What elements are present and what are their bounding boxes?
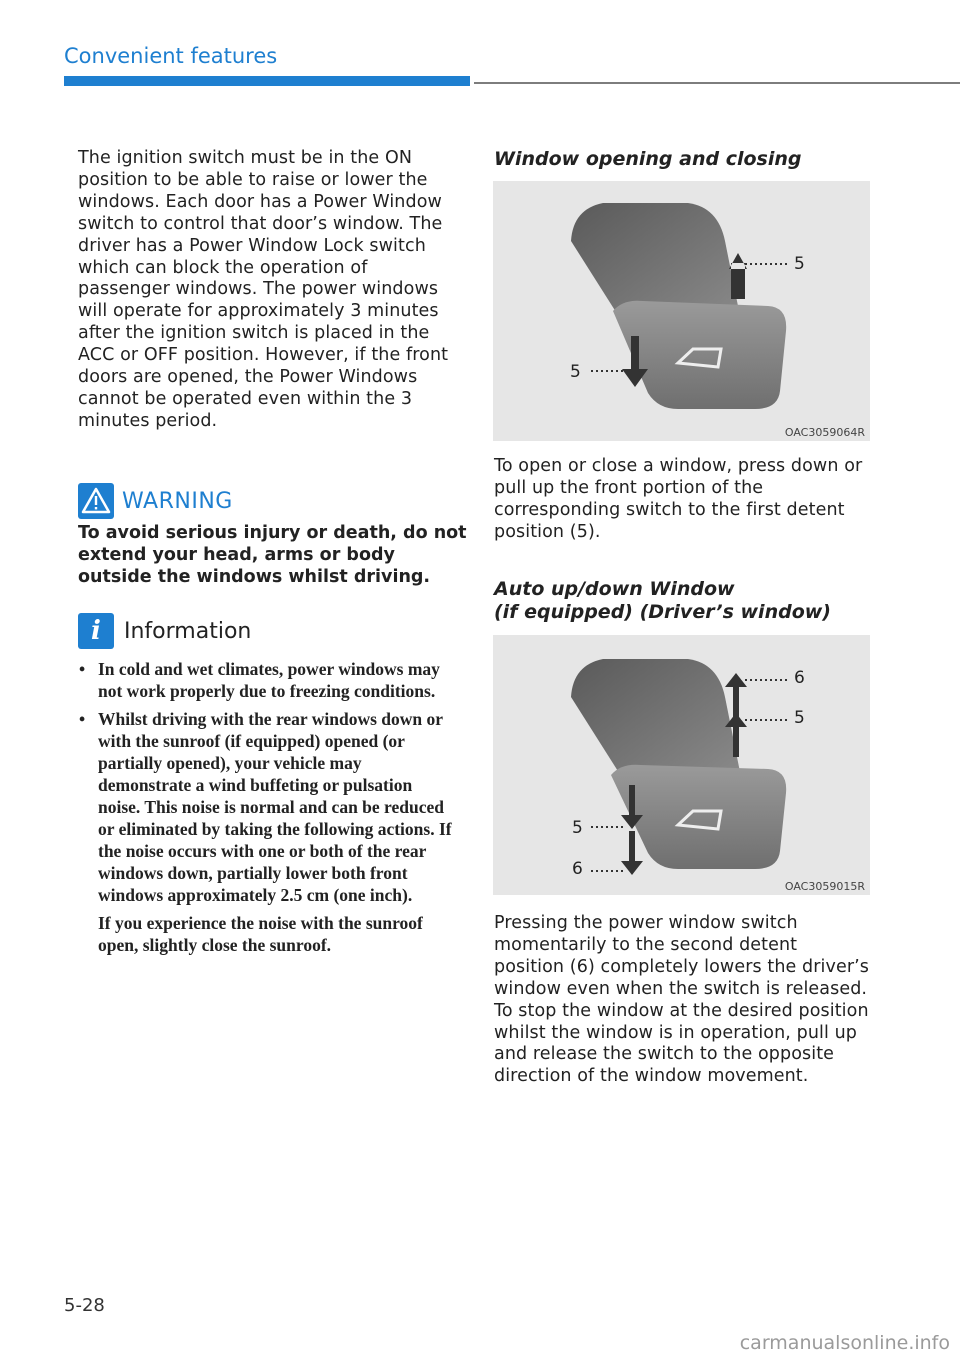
intro-paragraph: The ignition switch must be in the ON position to be able to raise or lower the windows. Each door has a Power Window switch to control that door’s window. The driver has a Power Window Lock switch which can block the operation of passenger windows. The power windows will operate for approximately 3 minutes after the ignition switch is placed in the ACC or OFF position. However, if the front doors are opened, the Power Windows cannot be operated even within the 3 minutes period. [78,148,449,431]
list-item-text: Whilst driving with the rear windows down or with the sunroof (if equipped) opened (or partially opened), your vehicle may demonstrate a wind buffeting or pulsation noise. This noise is normal and can be reduced or eliminated by taking the following actions. If the noise occurs with one or both of the rear windows down, partially lower both front windows approximately 2.5 cm (one inch). [98,709,452,905]
bullet: • [79,659,86,679]
section2-text: Pressing the power window switch momentarily to the second detent position (6) completely lowers the driver’s window even when the switch is released. To stop the window at the desired position whilst the window is in operation, pull up and release the switch to the opposite direction of the window movement. [494,913,870,1087]
warning-title: WARNING [122,488,233,514]
section1-body [494,456,870,544]
information-heading [78,612,251,650]
header-accent-bar [64,76,470,86]
header-rule [474,82,960,84]
list-item [78,658,458,702]
figure-code: OAC3059015R [784,880,865,893]
callout-6-down: 6 [572,859,583,879]
warning-text: To avoid serious injury or death, do not extend your head, arms or body outside the windows whilst driving. [78,523,467,587]
section-heading-line1: Auto up/down Window [494,578,735,600]
information-list [78,658,458,962]
section-window-opening [494,148,870,171]
section-auto-window [494,578,870,624]
section-title: Convenient features [64,44,278,68]
figure-code: OAC3059064R [784,426,865,439]
callout-5-down: 5 [572,818,583,838]
figure-auto-window-switch [493,635,870,895]
section-heading: Window opening and closing [494,148,802,170]
auto-window-switch-illustration [493,635,870,895]
info-i-icon: i [78,613,114,649]
left-column [78,148,458,433]
watermark: carmanualsonline.info [739,1332,950,1354]
window-switch-illustration [493,181,870,441]
callout-5-up: 5 [794,254,805,274]
list-item-text: In cold and wet climates, power windows may not work properly due to freezing conditions. [98,659,440,701]
figure-window-switch [493,181,870,441]
warning-triangle-icon [78,483,114,519]
page-number: 5-28 [64,1295,105,1316]
section2-body [494,913,870,1088]
warning-heading [78,482,233,520]
callout-6-up: 6 [794,668,805,688]
list-item-extra-text: If you experience the noise with the sunroof open, slightly close the sunroof. [98,913,423,955]
section-heading-line2: (if equipped) (Driver’s window) [494,601,831,623]
section1-text: To open or close a window, press down or pull up the front portion of the corresponding switch to the first detent position (5). [494,456,863,542]
information-title: Information [124,618,252,644]
callout-5-up: 5 [794,708,805,728]
bullet: • [79,709,86,729]
list-item [78,708,458,956]
callout-5-down: 5 [570,362,581,382]
